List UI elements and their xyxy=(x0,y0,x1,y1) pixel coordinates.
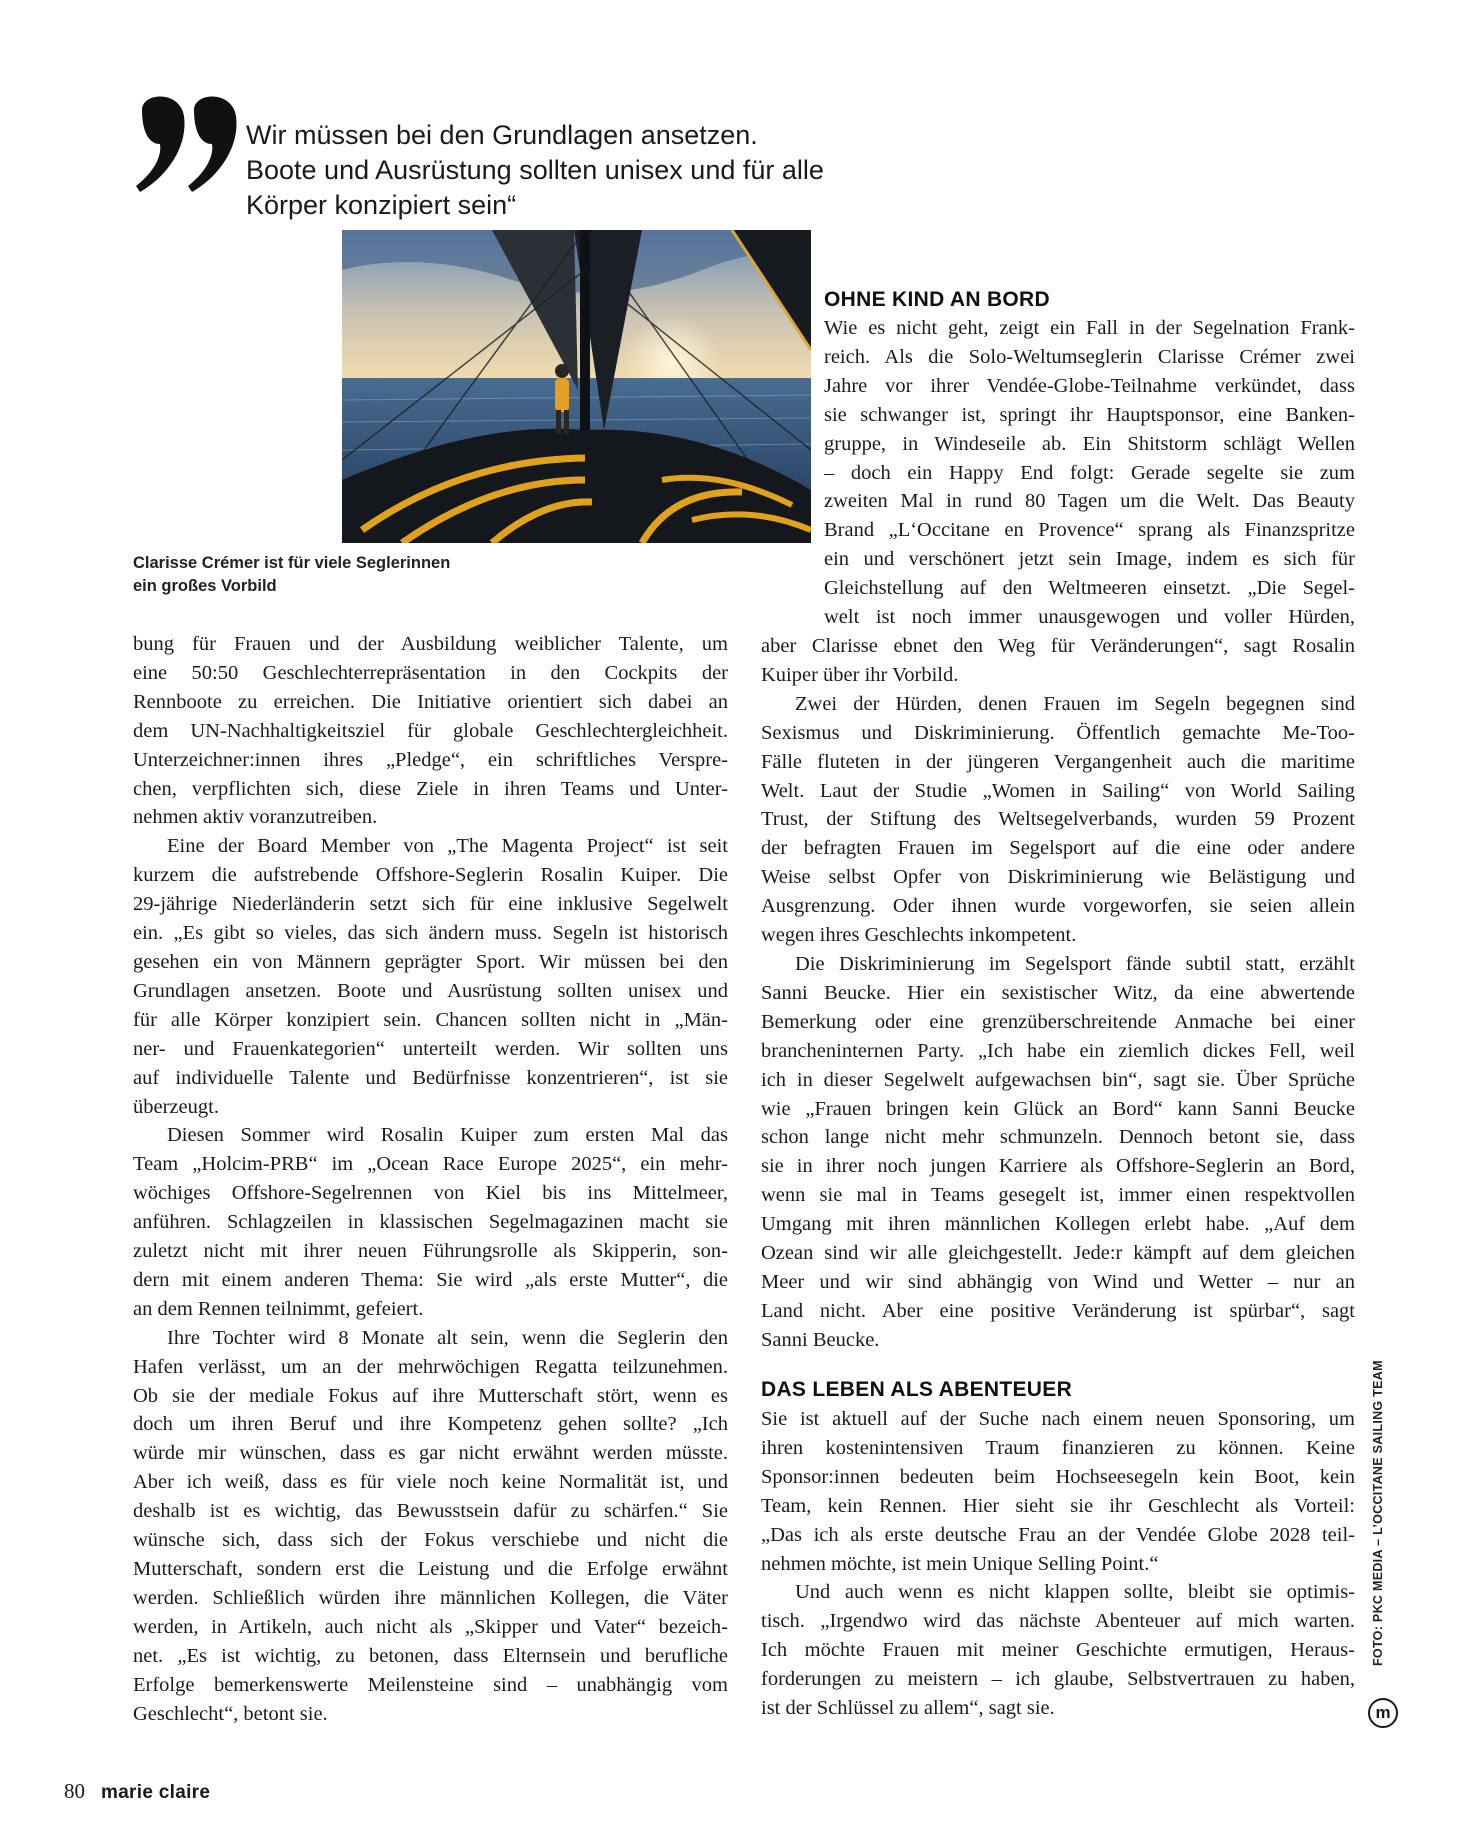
sailboat-photo xyxy=(342,230,811,543)
text-line: – doch ein Happy End folgt: Gerade segelte sie zum xyxy=(824,461,1355,484)
text-line: 29-jährige Niederländerin setzt sich für eine inklusive Segelwelt xyxy=(133,893,728,916)
text-line: an dem Rennen teilnimmt, gefeiert. xyxy=(133,1297,424,1320)
text-line: brancheninternen Party. „Ich habe ein ziemlich dickes Fell, weil xyxy=(761,1039,1355,1062)
text-line: net. „Es ist wichtig, zu betonen, dass Elternsein und berufliche xyxy=(133,1644,728,1667)
text-line: Sponsor:innen bedeuten beim Hochseesegeln kein Boot, kein xyxy=(761,1465,1355,1488)
text-line: Geschlecht“, betont sie. xyxy=(133,1702,328,1725)
text-line: deshalb ist es wichtig, das Bewusstsein dafür zu schärfen.“ Sie xyxy=(133,1500,728,1523)
text-line: Sexismus und Diskriminierung. Öffentlich gemachte Me-Too- xyxy=(761,721,1355,744)
text-line: Gleichstellung auf den Weltmeeren einsetzt. „Die Segel- xyxy=(824,577,1355,600)
caption-line: Clarisse Crémer ist für viele Seglerinnen xyxy=(133,554,451,572)
pull-quote-line: Körper konzipiert sein“ xyxy=(246,190,517,220)
text-line: aber Clarisse ebnet den Weg für Veränderungen“, sagt Rosalin xyxy=(761,635,1355,657)
text-line: Sie ist aktuell auf der Suche nach einem neuen Sponsoring, um xyxy=(761,1408,1355,1430)
text-line: Diesen Sommer wird Rosalin Kuiper zum ersten Mal das xyxy=(167,1124,728,1147)
text-line: Umgang mit ihren männlichen Kollegen erlebt habe. „Auf dem xyxy=(761,1213,1355,1236)
page-footer xyxy=(64,1779,210,1804)
photo-caption xyxy=(133,552,553,598)
text-line: chen, verpflichten sich, diese Ziele in ihren Teams und Unter- xyxy=(133,777,728,800)
text-line: ein. „Es gibt so vieles, das sich ändern muss. Segeln ist historisch xyxy=(133,922,728,945)
magazine-name: marie claire xyxy=(101,1782,211,1803)
text-line: „Das ich als erste deutsche Frau an der Vendée Globe 2028 teil- xyxy=(761,1523,1355,1546)
text-line: Grundlagen ansetzen. Boote und Ausrüstung sollten unisex und xyxy=(133,979,728,1002)
text-line: Die Diskriminierung im Segelsport fände subtil statt, erzählt xyxy=(795,952,1355,975)
quote-mark-icon xyxy=(128,86,248,226)
text-line: tisch. „Irgendwo wird das nächste Abenteuer auf mich warten. xyxy=(761,1610,1355,1633)
text-line: ner- und Frauenkategorien“ unterteilt werden. Wir sollten uns xyxy=(133,1037,728,1060)
text-line: wöchiges Offshore-Segelrennen von Kiel bis ins Mittelmeer, xyxy=(133,1182,728,1205)
text-line: Erfolge bemerkenswerte Meilensteine sind – unabhängig vom xyxy=(133,1673,728,1696)
text-line: Team, kein Rennen. Hier sieht sie ihr Geschlecht als Vorteil: xyxy=(761,1494,1355,1517)
text-line: Kuiper über ihr Vorbild. xyxy=(761,663,959,686)
text-line: Ausgrenzung. Oder ihnen wurde vorgeworfen, sie seien allein xyxy=(761,895,1355,918)
text-line: Team „Holcim-PRB“ im „Ocean Race Europe 2025“, ein mehr- xyxy=(133,1153,728,1176)
text-line: nehmen möchte, ist mein Unique Selling Point.“ xyxy=(761,1552,1159,1575)
text-line: der befragten Frauen im Segelsport auf die eine oder andere xyxy=(761,837,1355,860)
section-heading: DAS LEBEN ALS ABENTEUER xyxy=(761,1378,1073,1401)
caption-line: ein großes Vorbild xyxy=(133,577,277,595)
text-line: Aber ich weiß, dass es für viele noch keine Normalität ist, und xyxy=(133,1471,728,1494)
pull-quote xyxy=(246,118,946,223)
end-mark-icon: m xyxy=(1368,1698,1398,1728)
text-line: werden. Schließlich würden ihre männlichen Kollegen, die Väter xyxy=(133,1586,728,1609)
text-line: ich in dieser Segelwelt aufgewachsen bin“, sagt sie. Über Sprüche xyxy=(761,1068,1355,1091)
article-left-column xyxy=(133,630,728,1728)
text-line: Welt. Laut der Studie „Women in Sailing“ von World Sailing xyxy=(761,779,1355,802)
section-heading: OHNE KIND AN BORD xyxy=(824,288,1050,311)
text-line: Brand „L‘Occitane en Provence“ sprang als Finanzspritze xyxy=(824,519,1355,542)
page-number: 80 xyxy=(64,1779,85,1803)
text-line: für alle Körper konzipiert sein. Chancen sollten nicht in „Män- xyxy=(133,1008,728,1031)
text-line: Mutterschaft, sondern erst die Leistung und die Erfolge erwähnt xyxy=(133,1558,728,1580)
pull-quote-line: Boote und Ausrüstung sollten unisex und für alle xyxy=(246,155,824,185)
text-line: zweiten Mal in rund 80 Tagen um die Welt. Das Beauty xyxy=(824,490,1355,513)
text-line: ein und verschönert jetzt sein Image, indem es sich für xyxy=(824,548,1355,571)
text-line: Ozean sind wir alle gleichgestellt. Jede:r kämpft auf dem gleichen xyxy=(761,1242,1355,1265)
text-line: Zwei der Hürden, denen Frauen im Segeln begegnen sind xyxy=(795,692,1355,715)
text-line: eine 50:50 Geschlechterrepräsentation in den Cockpits der xyxy=(133,661,728,684)
text-line: Fälle fluteten in der jüngeren Vergangenheit auch die maritime xyxy=(761,750,1355,773)
text-line: Sanni Beucke. xyxy=(761,1328,880,1351)
text-line: Weise selbst Opfer von Diskriminierung wie Belästigung und xyxy=(761,866,1355,889)
text-line: Sanni Beucke. Hier ein sexistischer Witz, da eine abwertende xyxy=(761,981,1355,1004)
article-right-column-bottom xyxy=(761,1405,1355,1723)
text-line: kurzem die aufstrebende Offshore-Seglerin Rosalin Kuiper. Die xyxy=(133,864,728,887)
text-line: reich. Als die Solo-Weltumseglerin Clarisse Crémer zwei xyxy=(824,345,1355,368)
text-line: Hafen verlässt, um an der mehrwöchigen Regatta teilzunehmen. xyxy=(133,1355,728,1378)
text-line: ihren kostenintensiven Traum finanzieren zu können. Keine xyxy=(761,1436,1355,1459)
text-line: würde mir wünschen, dass es gar nicht erwähnt werden müsste. xyxy=(133,1442,728,1465)
text-line: Ich möchte Frauen mit meiner Geschichte ermutigen, Heraus- xyxy=(761,1639,1355,1662)
text-line: Und auch wenn es nicht klappen sollte, bleibt sie optimis- xyxy=(795,1581,1355,1604)
text-line: Unterzeichner:innen ihres „Pledge“, ein schriftliches Verspre- xyxy=(133,748,728,771)
text-line: bung für Frauen und der Ausbildung weiblicher Talente, um xyxy=(133,633,728,655)
text-line: anführen. Schlagzeilen in klassischen Segelmagazinen macht sie xyxy=(133,1211,728,1234)
text-line: zuletzt nicht mit ihrer neuen Führungsrolle als Skipperin, son- xyxy=(133,1240,728,1263)
text-line: wegen ihres Geschlechts inkompetent. xyxy=(761,924,1077,947)
text-line: Ihre Tochter wird 8 Monate alt sein, wenn die Seglerin den xyxy=(167,1326,728,1349)
text-line: Jahre vor ihrer Vendée-Globe-Teilnahme verkündet, dass xyxy=(824,374,1355,397)
article-right-column-top xyxy=(824,314,1355,632)
text-line: wenn sie mal in Teams gesegelt ist, immer einen respektvollen xyxy=(761,1184,1355,1207)
text-line: auf individuelle Talente und Bedürfnisse konzentrieren“, ist sie xyxy=(133,1066,728,1089)
text-line: ist der Schlüssel zu allem“, sagt sie. xyxy=(761,1697,1055,1720)
text-line: überzeugt. xyxy=(133,1095,219,1118)
text-line: Land nicht. Aber eine positive Veränderung ist spürbar“, sagt xyxy=(761,1299,1355,1322)
text-line: Meer und wir sind abhängig von Wind und Wetter – nur an xyxy=(761,1270,1355,1293)
text-line: gesehen ein von Männern geprägter Sport. Wir müssen bei den xyxy=(133,950,728,973)
text-line: sie schwanger ist, springt ihr Hauptsponsor, eine Banken- xyxy=(824,403,1355,426)
text-line: Wie es nicht geht, zeigt ein Fall in der Segelnation Frank- xyxy=(824,317,1355,339)
pull-quote-line: Wir müssen bei den Grundlagen ansetzen. xyxy=(246,120,758,150)
text-line: dern mit einem anderen Thema: Sie wird „als erste Mutter“, die xyxy=(133,1268,728,1291)
text-line: welt ist noch immer unausgewogen und voller Hürden, xyxy=(824,606,1355,629)
text-line: schon lange nicht mehr schmunzeln. Dennoch betont sie, dass xyxy=(761,1126,1355,1149)
text-line: nehmen aktiv voranzutreiben. xyxy=(133,806,378,829)
text-line: Bemerkung oder eine grenzüberschreitende Anmache bei einer xyxy=(761,1010,1355,1033)
text-line: werden, in Artikeln, auch nicht als „Skipper und Vater“ bezeich- xyxy=(133,1615,728,1638)
text-line: doch um ihren Beruf und ihre Kompetenz gehen sollte? „Ich xyxy=(133,1413,728,1436)
photo-credit: FOTO: PKC MEDIA – L’OCCITANE SAILING TEAM xyxy=(1371,1360,1385,1666)
text-line: forderungen zu meistern – ich glaube, Selbstvertrauen zu haben, xyxy=(761,1668,1355,1691)
text-line: Trust, der Stiftung des Weltsegelverbands, wurden 59 Prozent xyxy=(761,808,1355,831)
text-line: sie in ihrer noch jungen Karriere als Offshore-Seglerin an Bord, xyxy=(761,1155,1355,1178)
article-right-column-middle xyxy=(761,632,1355,1355)
text-line: wie „Frauen bringen kein Glück an Bord“ kann Sanni Beucke xyxy=(761,1097,1355,1120)
text-line: Ob sie der mediale Fokus auf ihre Mutterschaft stört, wenn es xyxy=(133,1384,728,1407)
text-line: Eine der Board Member von „The Magenta Project“ ist seit xyxy=(167,835,728,858)
text-line: gruppe, in Windeseile ab. Ein Shitstorm schlägt Wellen xyxy=(824,432,1355,455)
text-line: Rennboote zu erreichen. Die Initiative orientiert sich dabei an xyxy=(133,690,728,713)
text-line: dem UN-Nachhaltigkeitsziel für globale Geschlechtergleichheit. xyxy=(133,719,728,742)
text-line: wünsche sich, dass sich der Fokus verschiebe und nicht die xyxy=(133,1529,728,1552)
